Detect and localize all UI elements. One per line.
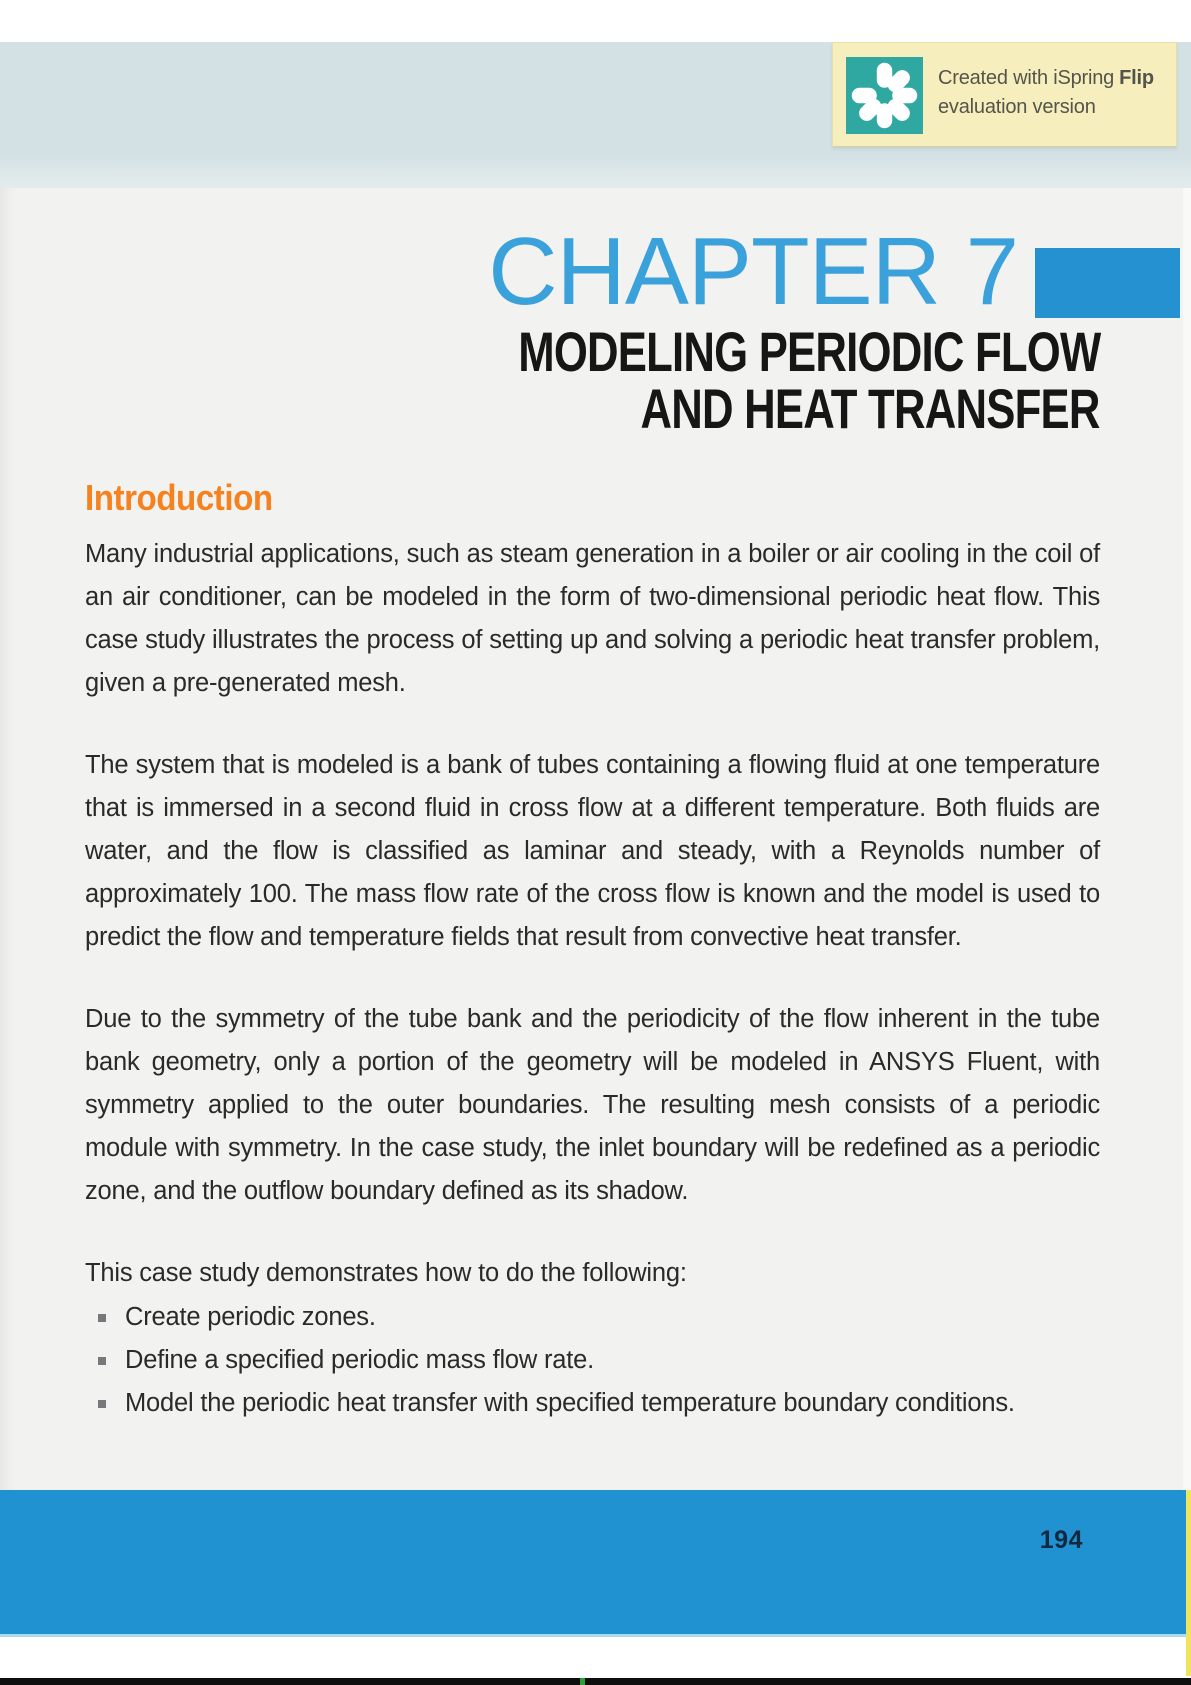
progress-tick bbox=[580, 1678, 585, 1685]
badge-line1: Created with iSpring bbox=[938, 67, 1115, 89]
section-heading-introduction: Introduction bbox=[85, 477, 273, 518]
badge-text bbox=[938, 64, 1168, 122]
badge-line2: evaluation version bbox=[938, 96, 1096, 118]
list-item bbox=[85, 1382, 1100, 1425]
list-intro: This case study demonstrates how to do the following: bbox=[85, 1259, 687, 1287]
paragraph: Due to the symmetry of the tube bank and the periodicity of the flow inherent in the tube bank geometry, only a portion of the geometry will be modeled in ANSYS Fluent, with symmetry applied to the outer boundaries. The resulting mesh consists of a periodic module with symmetry. In the case study, the inlet boundary will be redefined as a periodic zone, and the outflow boundary defined as its shadow. bbox=[85, 1005, 1100, 1205]
list-item-text: Create periodic zones. bbox=[125, 1303, 376, 1331]
page-right-edge bbox=[1183, 188, 1191, 1490]
list-item-text: Model the periodic heat transfer with specified temperature boundary conditions. bbox=[125, 1389, 1015, 1417]
ispring-flower-icon bbox=[846, 57, 923, 134]
paragraph: The system that is modeled is a bank of tubes containing a flowing fluid at one temperature that is immersed in a second fluid in cross flow at a different temperature. Both fluids are water, and the flow is classified as laminar and steady, with a Reynolds number of approximately 100. The mass flow rate of the cross flow is known and the model is used to predict the flow and temperature fields that result from convective heat transfer. bbox=[85, 751, 1100, 951]
bullet-square-icon bbox=[98, 1357, 106, 1365]
list-item-text: Define a specified periodic mass flow rate. bbox=[125, 1346, 595, 1374]
chapter-title-line1: MODELING PERIODIC FLOW bbox=[517, 320, 1100, 383]
badge-line1-bold: Flip bbox=[1119, 67, 1154, 89]
ispring-evaluation-badge[interactable] bbox=[832, 42, 1177, 147]
chapter-number-heading: CHAPTER 7 bbox=[488, 218, 1018, 325]
chapter-title-line2: AND HEAT TRANSFER bbox=[640, 377, 1100, 440]
body-copy bbox=[85, 533, 1100, 1425]
footer-band bbox=[0, 1490, 1186, 1637]
page-number: 194 bbox=[1039, 1526, 1083, 1554]
bullet-list bbox=[85, 1296, 1100, 1425]
list-item bbox=[85, 1296, 1100, 1339]
paragraph: Many industrial applications, such as steam generation in a boiler or air cooling in the coil of an air conditioner, can be modeled in the form of two-dimensional periodic heat flow. This case study illustrates the process of setting up and solving a periodic heat transfer problem, given a pre-generated mesh. bbox=[85, 540, 1100, 697]
bullet-square-icon bbox=[98, 1314, 106, 1322]
list-item bbox=[85, 1339, 1100, 1382]
chapter-accent-square bbox=[1035, 248, 1180, 318]
right-edge-yellow-strip bbox=[1186, 1490, 1191, 1676]
bullet-square-icon bbox=[98, 1400, 106, 1408]
bottom-progress-bar bbox=[0, 1678, 1191, 1685]
